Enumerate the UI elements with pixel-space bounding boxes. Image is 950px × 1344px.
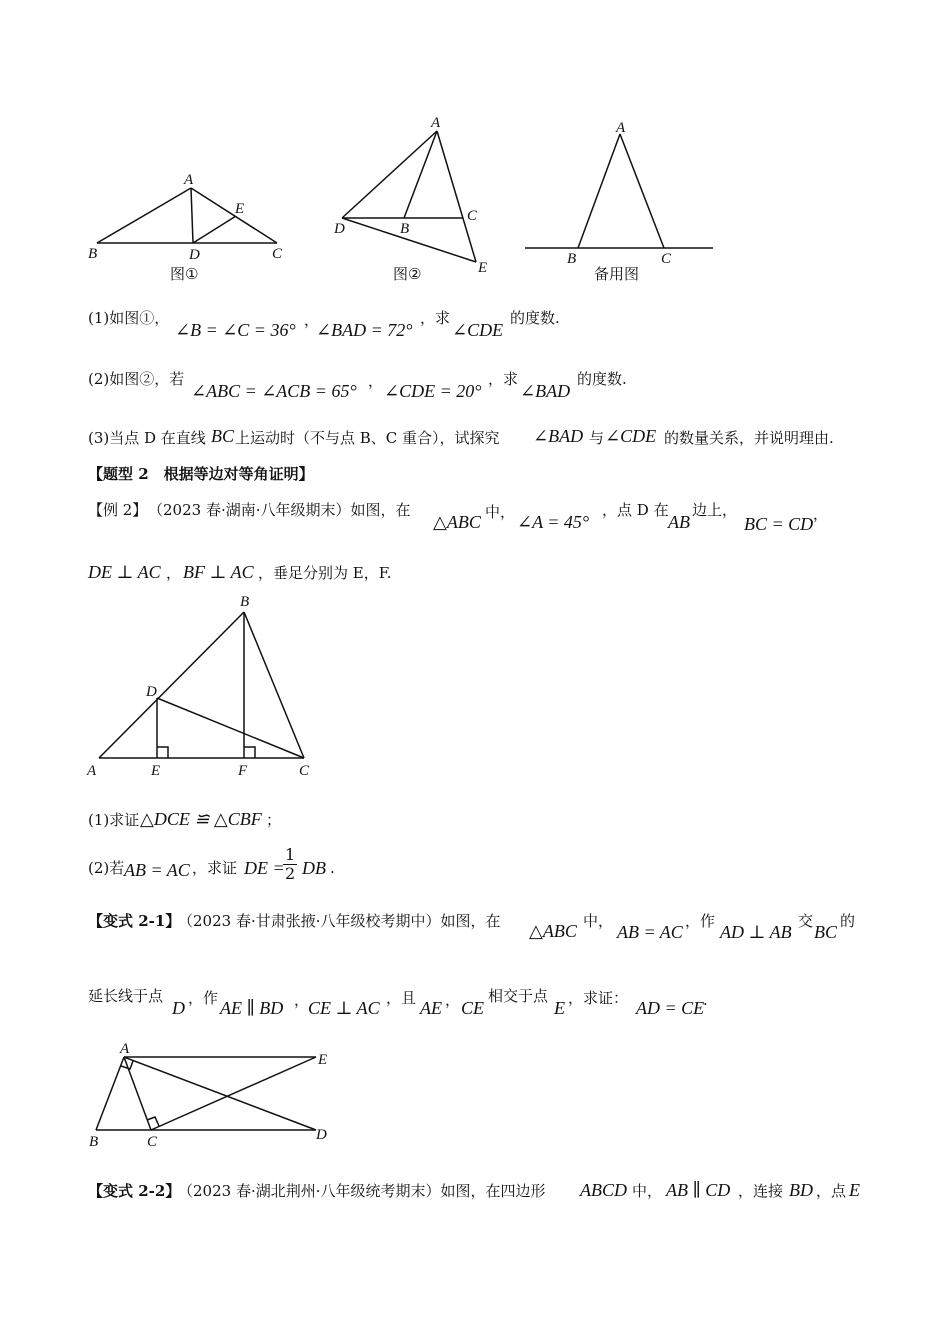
fig2-label-c: C: [467, 208, 478, 224]
q2-prefix: (2)如图②，若: [88, 370, 185, 388]
ex2-sep: ，: [166, 564, 182, 582]
var22-segment: BD: [789, 1180, 813, 1200]
var21-l2-d: D: [172, 998, 185, 1018]
ex2-perp-1: DE ⊥ AC: [88, 562, 161, 582]
ex2-equation: BC = CD: [744, 514, 814, 534]
var21-text-2: ，作: [685, 912, 716, 930]
fig2-label-b: B: [400, 221, 410, 237]
ex2-text-4: ，: [813, 505, 829, 523]
q2-cond-1: ∠ABC = ∠ACB = 65°: [191, 381, 357, 401]
q3-and: 与: [589, 429, 605, 447]
ex2-text-3: 边上，: [692, 501, 738, 519]
var21-l2-e: 相交于点: [488, 987, 549, 1005]
fig1-label-b: B: [88, 246, 98, 262]
fig1-label-c: C: [272, 246, 283, 262]
ex2-segment: AB: [668, 512, 690, 532]
ex2-source: （2023 春·湖南·八年级期末）如图，在: [148, 501, 411, 519]
section-heading-2: 【题型 2 根据等边对等角证明】: [88, 465, 314, 483]
fig2-label-a: A: [431, 115, 441, 131]
var21-l2-ce: CE: [461, 998, 485, 1018]
var21-l2-end: .: [703, 991, 708, 1009]
ex2-perp-2: BF ⊥ AC: [183, 562, 254, 582]
var21-source: （2023 春·甘肃张掖·八年级校考期中）如图，在: [178, 912, 501, 930]
fig4-label-f: F: [238, 763, 248, 779]
var21-l2-a: 延长线于点: [88, 987, 164, 1005]
ex2-q1-expr: △DCE ≌ △CBF: [140, 809, 262, 829]
var21-l2-d2: ，且: [386, 989, 417, 1007]
var21-l2-b: ，作: [188, 989, 219, 1007]
q1-prefix: (1)如图①，: [88, 309, 170, 327]
q3-line: BC: [211, 426, 235, 446]
fraction-denominator: 2: [285, 864, 296, 883]
ex2-q1-suffix: ；: [266, 811, 282, 829]
var22-point: E: [849, 1180, 860, 1200]
q2-target: ∠BAD: [520, 381, 571, 401]
q1-sep-2: ，求: [420, 309, 451, 327]
var22-source: （2023 春·湖北荆州·八年级统考期末）如图，在四边形: [178, 1182, 546, 1200]
ex2-triangle: △ABC: [433, 512, 481, 532]
q1-sep: ，: [304, 311, 320, 329]
var22-text-3: ，点: [816, 1182, 847, 1200]
fig3-caption: 备用图: [594, 265, 640, 283]
q2-sep: ，: [368, 372, 384, 390]
var21-l2-f: ，求证：: [568, 989, 629, 1007]
var21-tag: 【变式 2-1】: [88, 912, 181, 930]
var22-quad: ABCD: [580, 1180, 627, 1200]
q1-target: ∠CDE: [452, 320, 504, 340]
fig5-label-d: D: [316, 1127, 327, 1143]
var21-l2-perp: CE ⊥ AC: [308, 998, 380, 1018]
var21-perp: AD ⊥ AB: [720, 922, 792, 942]
fig4-label-b: B: [240, 594, 250, 610]
fig4-label-d: D: [146, 684, 157, 700]
ex2-text-1: 中，: [485, 503, 516, 521]
fraction-numerator: 1: [285, 845, 296, 864]
var21-l2-c: ，: [294, 991, 310, 1009]
fig1-caption: 图①: [170, 265, 199, 283]
ex2-q2-rhs: DB: [302, 858, 326, 878]
fig1-label-a: A: [184, 172, 194, 188]
var21-text-4: 的: [840, 912, 856, 930]
var21-text-1: 中，: [583, 912, 614, 930]
fig4-label-e: E: [151, 763, 161, 779]
ex2-q1-prefix: (1)求证: [88, 811, 140, 829]
fig2-label-e: E: [478, 260, 488, 276]
q2-sep-2: ，求: [488, 370, 519, 388]
fig3-label-c: C: [661, 251, 672, 267]
fig1-label-e: E: [235, 201, 245, 217]
ex2-q2-suffix: .: [330, 859, 335, 877]
var22-tag: 【变式 2-2】: [88, 1182, 181, 1200]
var21-l2-goal: AD = CE: [636, 998, 705, 1018]
ex2-q2-mid: ，求证: [192, 859, 238, 877]
q1-suffix: 的度数.: [510, 309, 560, 327]
var21-equation: AB = AC: [617, 922, 683, 942]
ex2-line-2-end: ，垂足分别为 E，F.: [258, 564, 392, 582]
fig4-label-a: A: [87, 763, 97, 779]
fig5-label-a: A: [120, 1041, 130, 1057]
var21-l2-point: E: [554, 998, 565, 1018]
q3-angle-1: ∠BAD: [533, 426, 584, 446]
fig2-caption: 图②: [393, 265, 422, 283]
fig5-label-c: C: [147, 1134, 158, 1150]
var22-text-2: ，连接: [738, 1182, 784, 1200]
fig5-label-e: E: [318, 1052, 328, 1068]
var21-triangle: △ABC: [529, 921, 577, 941]
fig3-label-a: A: [616, 120, 626, 136]
q1-cond-2: ∠BAD = 72°: [316, 320, 413, 340]
fig2-label-d: D: [334, 221, 345, 237]
fig5-label-b: B: [89, 1134, 99, 1150]
fig1-label-d: D: [189, 247, 200, 263]
q1-cond-1: ∠B = ∠C = 36°: [175, 320, 296, 340]
var22-text-1: 中，: [632, 1182, 663, 1200]
ex2-q2-lhs: DE =: [244, 858, 285, 878]
q2-suffix: 的度数.: [577, 370, 627, 388]
var21-text-3: 交: [798, 912, 814, 930]
var21-l2-parallel: AE ∥ BD: [220, 998, 284, 1018]
var21-l2-comma: ，: [445, 991, 461, 1009]
var22-parallel: AB ∥ CD: [666, 1180, 731, 1200]
ex2-angle: ∠A = 45°: [517, 512, 590, 532]
fig4-label-c: C: [299, 763, 310, 779]
q2-cond-2: ∠CDE = 20°: [384, 381, 482, 401]
q3-prefix: (3)当点 D 在直线: [88, 429, 206, 447]
q3-mid: 上运动时（不与点 B、C 重合），试探究: [235, 429, 500, 447]
q3-angle-2: ∠CDE: [605, 426, 657, 446]
ex2-q2-prefix: (2)若: [88, 859, 125, 877]
ex2-tag: 【例 2】: [88, 501, 148, 519]
var21-l2-ae: AE: [420, 998, 442, 1018]
q3-suffix: 的数量关系，并说明理由.: [664, 429, 834, 447]
ex2-text-2: ，点 D 在: [602, 501, 669, 519]
fig5-segment-ab: [96, 1057, 124, 1130]
fig3-label-b: B: [567, 251, 577, 267]
fig5-segment-ad: [124, 1057, 316, 1130]
fig5-segment-ce: [151, 1057, 316, 1130]
ex2-q2-cond: AB = AC: [124, 860, 190, 880]
var21-segment: BC: [814, 922, 838, 942]
